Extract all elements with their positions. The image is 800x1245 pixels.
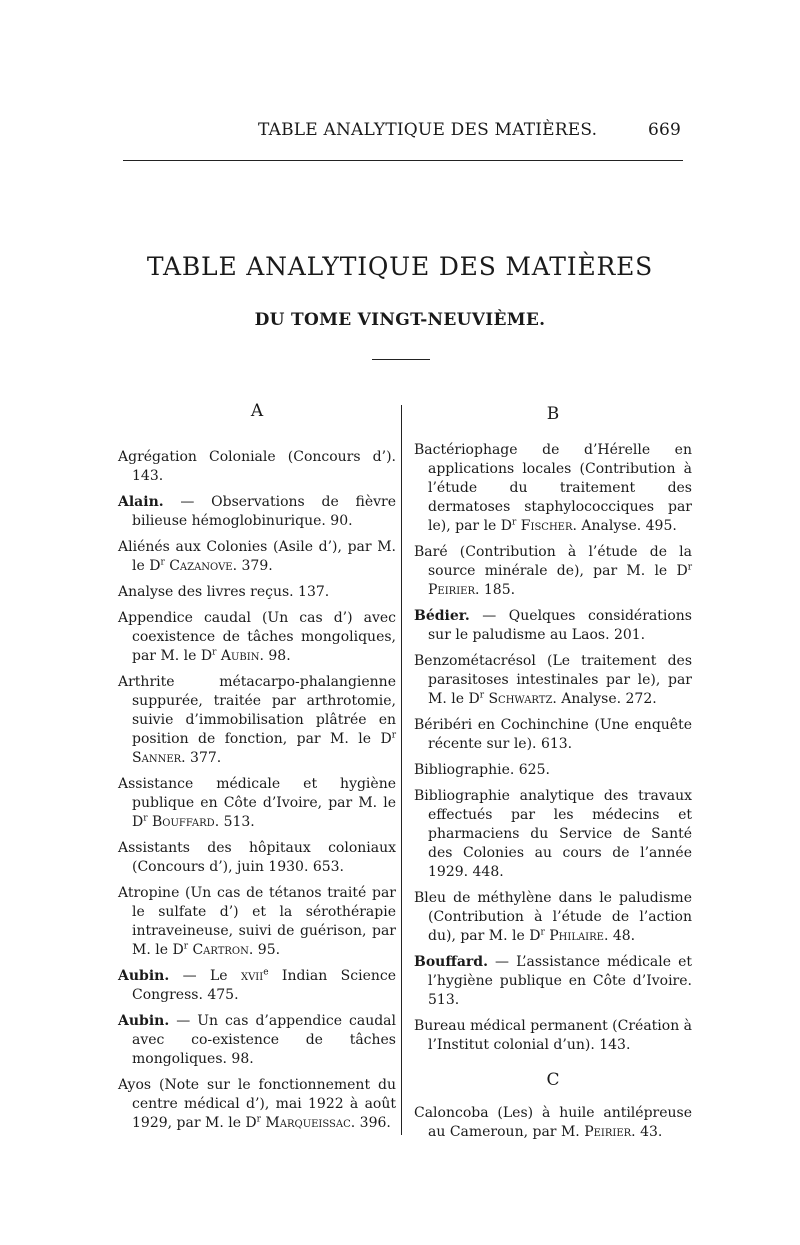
index-entry <box>414 1017 692 1055</box>
entry-author-bold: Bouffard. <box>414 954 488 970</box>
entry-sup: r <box>512 517 517 528</box>
entry-author: Philaire <box>544 928 604 944</box>
index-entry <box>414 716 692 754</box>
index-entry <box>414 953 692 1010</box>
index-entry <box>118 775 396 832</box>
entry-text: Bleu de méthylène dans le paludisme (Contribution à l’étude de l’action du), par M. le D <box>414 890 692 944</box>
index-entry <box>118 538 396 576</box>
section-letter-c: C <box>546 1070 560 1090</box>
entry-tail: . 48. <box>603 928 636 944</box>
entry-tail: . 98. <box>259 648 291 664</box>
page-subtitle: DU TOME VINGT-NEUVIÈME. <box>254 310 546 330</box>
entry-tail: . 513. <box>214 814 255 830</box>
entry-author: Peirier <box>428 582 475 598</box>
entry-text: — Un cas d’appendice caudal avec co-existence de tâches mongoliques. 98. <box>132 1013 396 1067</box>
right-column <box>414 405 692 1149</box>
index-entry <box>118 967 396 1005</box>
column-divider <box>401 405 402 1135</box>
entry-text: — Observations de fièvre bilieuse hémoglobinurique. 90. <box>132 494 396 529</box>
entry-sup: r <box>160 557 165 568</box>
index-entry <box>118 884 396 960</box>
entry-author: Bouffard <box>147 814 215 830</box>
entry-sup: e <box>263 967 269 978</box>
index-entry <box>118 1076 396 1133</box>
entry-tail: . Analyse. 495. <box>572 518 677 534</box>
entry-author: Cartron <box>188 942 249 958</box>
entry-sup: r <box>183 941 188 952</box>
entry-tail: . 185. <box>474 582 516 598</box>
entry-sup: r <box>540 927 545 938</box>
index-entry <box>118 609 396 666</box>
entry-tail: . 43. <box>631 1124 663 1140</box>
entry-tail: . 396. <box>350 1115 391 1131</box>
entry-author: Peirier <box>584 1124 632 1140</box>
entry-text: Bibliographie. 625. <box>414 762 550 778</box>
index-entry <box>414 761 692 780</box>
title-rule <box>372 359 430 360</box>
entry-tail: . 377. <box>181 750 222 766</box>
entry-sup: r <box>256 1114 261 1125</box>
index-entry <box>118 493 396 531</box>
entry-author-bold: Bédier. <box>414 608 470 624</box>
index-entry <box>414 889 692 946</box>
index-entry <box>118 839 396 877</box>
section-letter-a: A <box>250 401 264 421</box>
entry-tail: . Analyse. 272. <box>552 691 657 707</box>
entry-author: Aubin <box>216 648 260 664</box>
page-title: TABLE ANALYTIQUE DES MATIÈRES <box>146 252 654 281</box>
index-entry <box>118 673 396 768</box>
entry-text: — Quelques considérations sur le paludisme au Laos. 201. <box>428 608 692 643</box>
entry-tail: . 379. <box>232 558 273 574</box>
header-rule <box>123 160 683 161</box>
entry-text: Arthrite métacarpo-phalangienne suppurée, traitée par arthrotomie, suivie d’immobilisation plâtrée en position de fonction, par M. le D <box>118 674 396 747</box>
entry-sup: r <box>212 647 217 658</box>
entry-author: Sanner <box>132 750 182 766</box>
index-entry <box>414 543 692 600</box>
entry-text: Béribéri en Cochinchine (Une enquête récente sur le). 613. <box>414 717 692 752</box>
entry-author-bold: Aubin. <box>118 1013 170 1029</box>
entry-text: Assistants des hôpitaux coloniaux (Concours d’), juin 1930. 653. <box>118 840 396 875</box>
entry-author: Schwartz <box>484 691 553 707</box>
entry-text: Indian Science Congress. 475. <box>132 968 396 1003</box>
entry-text: Benzométacrésol (Le traitement des parasitoses intestinales par le), par M. le D <box>414 653 692 707</box>
section-letter-b: B <box>546 404 560 424</box>
entry-text: Assistance médicale et hygiène publique en Côte d’Ivoire, par M. le D <box>118 776 396 830</box>
entry-roman-numeral: xvii <box>240 968 264 984</box>
left-column <box>118 402 396 1140</box>
index-entry <box>118 583 396 602</box>
entry-tail: . 95. <box>248 942 281 958</box>
entry-text: Agrégation Coloniale (Concours d’). 143. <box>118 449 396 484</box>
page-number: 669 <box>647 120 681 140</box>
entry-sup: r <box>687 562 692 573</box>
entry-text: Bureau médical permanent (Création à l’Institut colonial d’un). 143. <box>414 1018 693 1053</box>
index-entry <box>118 448 396 486</box>
entry-text: Bibliographie analytique des travaux effectués par les médecins et pharmaciens du Service de Santé des Colonies au cours de l’année 1929. 448. <box>414 788 692 880</box>
entry-text: Analyse des livres reçus. 137. <box>118 584 330 600</box>
entry-author-bold: Aubin. <box>118 968 170 984</box>
entry-text: — Le <box>169 968 241 984</box>
entry-author-bold: Alain. <box>118 494 164 510</box>
entry-text: Appendice caudal (Un cas d’) avec coexistence de tâches mongoliques, par M. le D <box>118 610 396 664</box>
entry-text: Baré (Contribution à l’étude de la source minérale de), par M. le D <box>414 544 692 579</box>
index-entry <box>414 652 692 709</box>
entry-author: Fischer <box>516 518 573 534</box>
index-entry <box>118 1012 396 1069</box>
index-entry <box>414 787 692 882</box>
index-entry <box>414 441 692 536</box>
entry-sup: r <box>391 730 396 741</box>
entry-text: Ayos (Note sur le fonctionnement du centre médical d’), mai 1922 à août 1929, par M. le D <box>118 1077 396 1131</box>
entry-author: Marqueissac <box>260 1115 351 1131</box>
entry-text: Bactériophage de d’Hérelle en applications locales (Contribution à l’étude du traitement des dermatoses staphylococciques par le), par le D <box>414 442 692 534</box>
entry-sup: r <box>479 690 484 701</box>
entry-author: Cazanove <box>164 558 233 574</box>
entry-text: Atropine (Un cas de tétanos traité par le sulfate d’) et la sérothérapie intraveineuse, suivi de guérison, par M. le D <box>118 885 396 958</box>
entry-text: Aliénés aux Colonies (Asile d’), par M. le D <box>118 539 396 574</box>
index-entry <box>414 607 692 645</box>
running-head-title: TABLE ANALYTIQUE DES MATIÈRES. <box>258 120 598 140</box>
index-entry <box>414 1104 692 1142</box>
entry-sup: r <box>143 813 148 824</box>
entry-text: — L’assistance médicale et l’hygiène publique en Côte d’Ivoire. 513. <box>428 954 692 1008</box>
entry-text: Caloncoba (Les) à huile antilépreuse au Cameroun, par M. <box>414 1105 692 1140</box>
